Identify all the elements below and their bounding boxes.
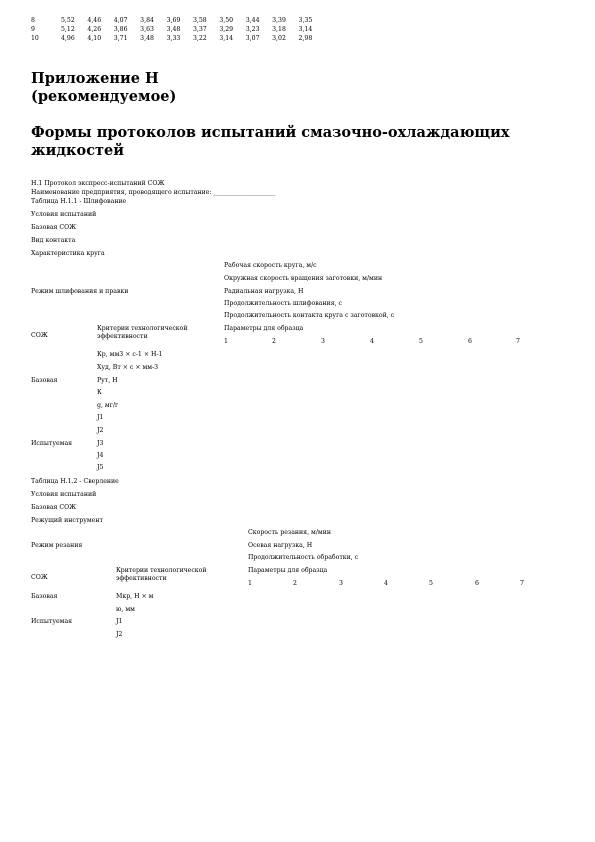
row-label: Вид контакта bbox=[31, 237, 76, 244]
sample-number: 3 bbox=[339, 580, 343, 587]
criterion: Худ, Вт × с × мм-3 bbox=[97, 364, 159, 371]
table-cell: 3,86 bbox=[113, 26, 128, 34]
criterion: g, мг/г bbox=[97, 402, 119, 409]
params-label: Параметры для образца bbox=[248, 567, 328, 574]
table-cell: 4,07 bbox=[113, 17, 128, 24]
section-heading: Н.1 Протокол экспресс-испытаний СОЖ bbox=[31, 180, 165, 187]
sample-number: 2 bbox=[272, 338, 276, 345]
mode-param: Радиальная нагрузка, Н bbox=[224, 288, 304, 295]
mode-param: Скорость резания, м/мин bbox=[248, 529, 331, 536]
table-cell: 3,39 bbox=[272, 17, 286, 24]
criterion: Кр, мм3 × с-1 × Н-1 bbox=[97, 351, 163, 358]
numeric-table bbox=[31, 17, 325, 45]
appendix-title: Приложение Н bbox=[31, 70, 159, 87]
table-row bbox=[31, 26, 325, 35]
soj-label: СОЖ bbox=[31, 574, 48, 581]
base-label: Базовая bbox=[31, 593, 58, 600]
sample-number: 7 bbox=[520, 580, 524, 587]
table-cell: 3,63 bbox=[140, 26, 154, 34]
criteria-header-cont: эффективности bbox=[97, 333, 148, 340]
sample-number: 7 bbox=[516, 338, 520, 345]
criterion: J5 bbox=[97, 464, 104, 471]
table-cell: 3,50 bbox=[219, 17, 234, 24]
criterion: J3 bbox=[97, 440, 104, 447]
table-cell: 3,18 bbox=[272, 26, 286, 34]
table-cell: 3,71 bbox=[113, 35, 128, 43]
criteria-header: Критерии технологической bbox=[116, 567, 207, 574]
table-cell: 3,02 bbox=[272, 35, 286, 43]
params-label: Параметры для образца bbox=[224, 325, 304, 332]
table-cell: 9 bbox=[31, 26, 35, 34]
table-cell: 4,26 bbox=[87, 26, 102, 34]
table-cell: 3,84 bbox=[140, 17, 154, 24]
table-cell: 3,33 bbox=[166, 35, 181, 43]
mode-param: Рабочая скорость круга, м/с bbox=[224, 262, 317, 269]
table-cell: 8 bbox=[31, 17, 35, 24]
table-cell: 3,23 bbox=[245, 26, 260, 34]
mode-label: Режим резания bbox=[31, 542, 83, 549]
criterion: J1 bbox=[97, 414, 104, 421]
table-cell: 3,37 bbox=[192, 26, 207, 34]
criterion: Мкр, Н × м bbox=[116, 593, 154, 600]
mode-param: Продолжительность контакта круга с заготовкой, с bbox=[224, 312, 395, 319]
table-cell: 3,44 bbox=[245, 17, 260, 24]
table-cell: 5,52 bbox=[61, 17, 75, 24]
table-cell: 3,35 bbox=[298, 17, 313, 24]
criterion: J2 bbox=[97, 427, 104, 434]
sample-number: 2 bbox=[293, 580, 297, 587]
table-cell: 3,58 bbox=[192, 17, 207, 24]
row-label: Условия испытаний bbox=[31, 491, 97, 498]
criterion: ю, мм bbox=[116, 606, 135, 613]
soj-label: СОЖ bbox=[31, 332, 48, 339]
sample-number: 6 bbox=[468, 338, 472, 345]
sample-number: 1 bbox=[248, 580, 252, 587]
criterion: К bbox=[97, 389, 102, 396]
criterion: Рут, Н bbox=[97, 377, 118, 384]
row-label: Базовая СОЖ bbox=[31, 504, 77, 511]
table-title: Таблица Н.1.1 - Шлифование bbox=[31, 198, 127, 205]
table-cell: 4,10 bbox=[87, 35, 102, 43]
table-cell: 3,07 bbox=[245, 35, 260, 43]
row-label: Характеристика круга bbox=[31, 250, 105, 257]
org-label: Наименование предприятия, проводящего испытание: ____________________ bbox=[31, 189, 276, 196]
criterion: J4 bbox=[97, 452, 104, 459]
table-cell: 10 bbox=[31, 35, 39, 43]
table-cell: 5,12 bbox=[61, 26, 75, 34]
mode-param: Окружная скорость вращения заготовки, м/мин bbox=[224, 275, 383, 282]
sample-number: 1 bbox=[224, 338, 228, 345]
sample-number: 5 bbox=[419, 338, 423, 345]
criteria-header: Критерии технологической bbox=[97, 325, 188, 332]
sample-number: 4 bbox=[384, 580, 388, 587]
appendix-subtitle: Формы протоколов испытаний смазочно-охлаждающих bbox=[31, 124, 510, 141]
table-cell: 3,14 bbox=[219, 35, 234, 43]
sample-number: 5 bbox=[429, 580, 433, 587]
test-label: Испытуемая bbox=[31, 618, 73, 625]
table-title: Таблица Н.1.2 - Сверление bbox=[31, 478, 119, 485]
mode-param: Осевая нагрузка, Н bbox=[248, 542, 313, 549]
sample-number: 6 bbox=[475, 580, 479, 587]
base-label: Базовая bbox=[31, 377, 58, 384]
table-cell: 3,48 bbox=[140, 35, 154, 43]
table-cell: 3,14 bbox=[298, 26, 313, 34]
table-row bbox=[31, 17, 325, 26]
appendix-title-note: (рекомендуемое) bbox=[31, 88, 177, 105]
table-cell: 3,29 bbox=[219, 26, 234, 34]
mode-param: Продолжительность шлифования, с bbox=[224, 300, 342, 307]
test-label: Испытуемая bbox=[31, 440, 73, 447]
table-cell: 4,96 bbox=[61, 35, 75, 43]
sample-number: 3 bbox=[321, 338, 325, 345]
sample-number: 4 bbox=[370, 338, 374, 345]
table-cell: 4,46 bbox=[87, 17, 102, 24]
criterion: J1 bbox=[116, 618, 123, 625]
row-label: Условия испытаний bbox=[31, 211, 97, 218]
table-cell: 3,22 bbox=[192, 35, 207, 43]
table-row bbox=[31, 35, 325, 44]
criteria-header-cont: эффективности bbox=[116, 575, 167, 582]
row-label: Режущий инструмент bbox=[31, 517, 103, 524]
appendix-subtitle-cont: жидкостей bbox=[31, 142, 124, 159]
row-label: Базовая СОЖ bbox=[31, 224, 77, 231]
table-cell: 2,98 bbox=[298, 35, 313, 43]
table-cell: 3,48 bbox=[166, 26, 181, 34]
criterion: J2 bbox=[116, 631, 123, 638]
mode-param: Продолжительность обработки, с bbox=[248, 554, 359, 561]
table-cell: 3,69 bbox=[166, 17, 181, 24]
mode-label: Режим шлифования и правки bbox=[31, 288, 129, 295]
